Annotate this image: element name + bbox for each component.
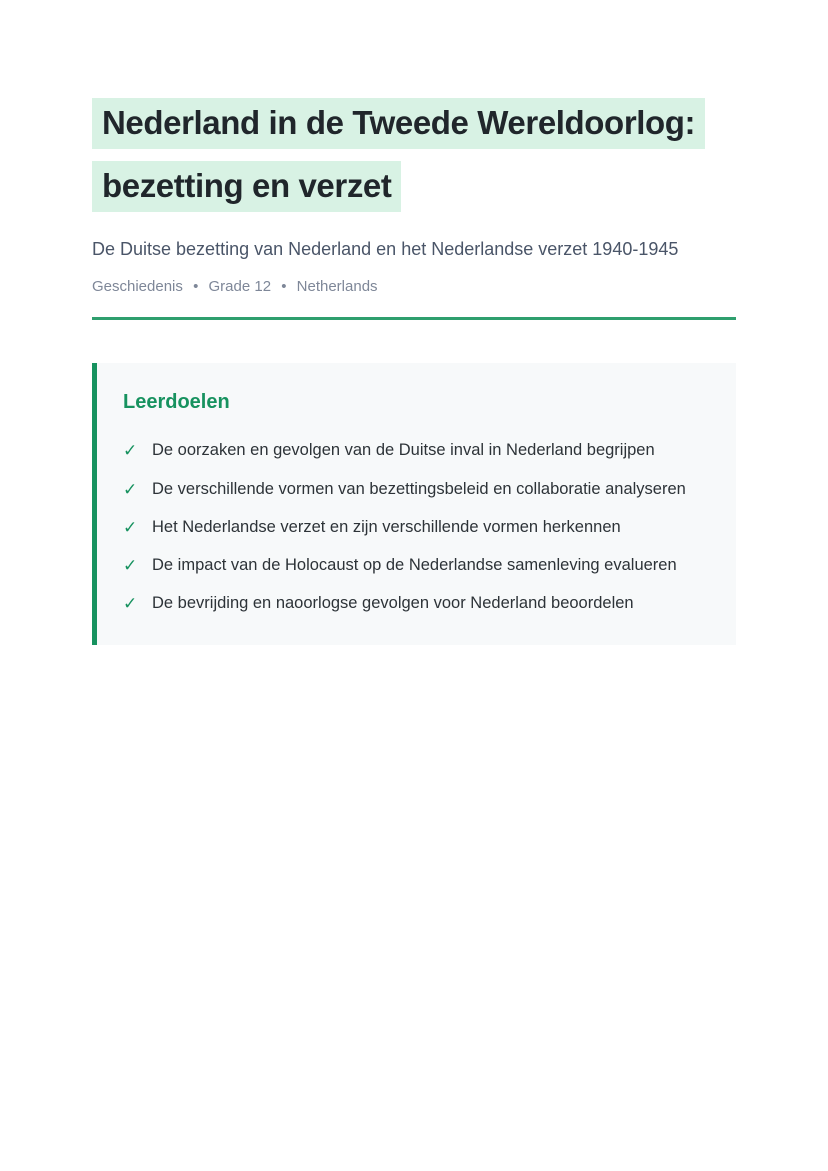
- goal-text: De verschillende vormen van bezettingsbeleid en collaboratie analyseren: [152, 479, 686, 498]
- learning-goals-heading: Leerdoelen: [123, 391, 230, 414]
- list-item: [123, 517, 706, 538]
- meta-separator: •: [193, 278, 199, 296]
- check-icon: ✓: [123, 441, 138, 461]
- check-icon: ✓: [123, 517, 138, 537]
- check-icon: ✓: [123, 556, 138, 576]
- list-item: [123, 479, 706, 500]
- check-icon: ✓: [123, 594, 138, 614]
- goal-text: De bevrijding en naoorlogse gevolgen voor Nederland beoordelen: [152, 594, 634, 613]
- page-subtitle: De Duitse bezetting van Nederland en het Nederlandse verzet 1940-1945: [92, 239, 679, 259]
- meta-separator: •: [281, 278, 287, 296]
- goal-text: Het Nederlandse verzet en zijn verschillende vormen herkennen: [152, 517, 621, 536]
- meta-subject: Geschiedenis: [92, 278, 183, 296]
- goal-text: De oorzaken en gevolgen van de Duitse inval in Nederland begrijpen: [152, 441, 655, 460]
- lesson-meta: [92, 278, 736, 295]
- learning-goals-card: [92, 363, 736, 644]
- page-title-line-2: bezetting en verzet: [92, 161, 401, 212]
- meta-grade: Grade 12: [208, 278, 272, 296]
- check-icon: ✓: [123, 479, 138, 499]
- list-item: [123, 593, 706, 614]
- meta-region: Netherlands: [296, 278, 378, 296]
- section-divider: [92, 317, 736, 320]
- page-title: [92, 98, 736, 212]
- goal-text: De impact van de Holocaust op de Nederlandse samenleving evalueren: [152, 556, 677, 575]
- lesson-page: [92, 98, 736, 645]
- page-title-line-1: Nederland in de Tweede Wereldoorlog:: [92, 98, 705, 149]
- list-item: [123, 555, 706, 576]
- learning-goals-list: [123, 440, 706, 614]
- list-item: [123, 440, 706, 461]
